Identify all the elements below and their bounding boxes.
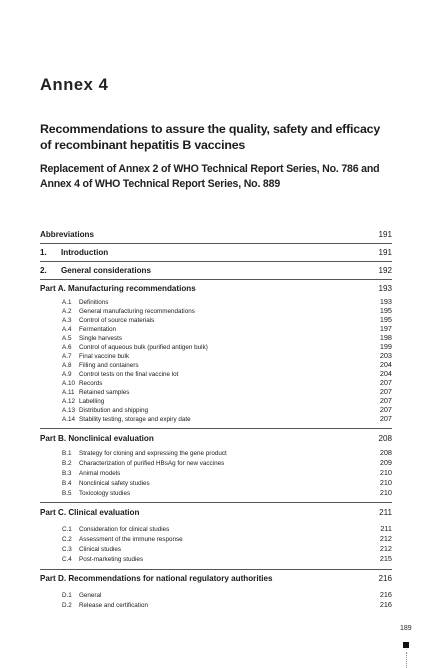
toc-code: A.1 xyxy=(62,299,72,306)
toc-title: Single harvests xyxy=(79,335,123,342)
toc-title: Definitions xyxy=(79,299,109,306)
toc-page: 191 xyxy=(378,248,392,257)
toc-part-b[interactable] xyxy=(40,434,392,443)
toc-code: A.11 xyxy=(62,389,75,396)
toc-subitem[interactable] xyxy=(40,488,392,497)
toc-code: A.8 xyxy=(62,362,72,369)
toc-code: A.3 xyxy=(62,317,72,324)
toc-page: 208 xyxy=(378,434,392,443)
toc-page: 208 xyxy=(379,448,392,457)
toc-code: A.4 xyxy=(62,326,72,333)
toc-label xyxy=(40,380,102,387)
toc-title: Control tests on the final vaccine lot xyxy=(79,371,179,378)
toc-subitem[interactable] xyxy=(40,315,392,324)
toc-page: 207 xyxy=(379,378,392,387)
toc-label xyxy=(40,335,122,342)
toc-subitem[interactable] xyxy=(40,478,392,487)
toc-code: B.2 xyxy=(62,460,72,467)
toc-label xyxy=(40,299,108,306)
toc-code: D.1 xyxy=(62,592,72,599)
toc-title: Release and certification xyxy=(79,602,148,609)
toc-subitem[interactable] xyxy=(40,554,392,563)
toc-label xyxy=(40,398,104,405)
toc-title: Assessment of the immune response xyxy=(79,536,183,543)
divider xyxy=(40,428,392,429)
toc-page: 212 xyxy=(379,544,392,553)
toc-label xyxy=(40,326,116,333)
toc-part-c[interactable] xyxy=(40,508,392,517)
toc-title: Distribution and shipping xyxy=(79,407,148,414)
toc-label xyxy=(40,353,129,360)
toc-title: Labelling xyxy=(79,398,105,405)
toc-code: A.9 xyxy=(62,371,72,378)
toc-page: 211 xyxy=(379,508,392,517)
toc-page: 211 xyxy=(380,524,392,533)
toc-label xyxy=(40,308,195,315)
toc-page: 193 xyxy=(378,284,392,293)
page-number: 189 xyxy=(400,625,412,632)
toc-subitem[interactable] xyxy=(40,600,392,609)
toc-subitem[interactable] xyxy=(40,333,392,342)
toc-code: D.2 xyxy=(62,602,72,609)
toc-subitem[interactable] xyxy=(40,405,392,414)
toc-subitem[interactable] xyxy=(40,351,392,360)
toc-page: 207 xyxy=(379,387,392,396)
toc-page: 193 xyxy=(379,297,392,306)
toc-title: Records xyxy=(79,380,103,387)
toc-code: C.4 xyxy=(62,556,72,563)
toc-title: Final vaccine bulk xyxy=(79,353,130,360)
toc-number: 1. xyxy=(40,248,47,257)
toc-subitem[interactable] xyxy=(40,534,392,543)
toc-page: 203 xyxy=(379,351,392,360)
toc-subitem[interactable] xyxy=(40,458,392,467)
toc-abbreviations[interactable] xyxy=(40,230,392,239)
toc-number: 2. xyxy=(40,266,47,275)
toc-code: A.7 xyxy=(62,353,72,360)
toc-code: A.12 xyxy=(62,398,75,405)
toc-label: Part C. Clinical evaluation xyxy=(40,508,140,517)
toc-label xyxy=(40,526,169,533)
divider xyxy=(40,261,392,262)
toc-title: Control of aqueous bulk (purified antigen bulk) xyxy=(79,344,208,351)
annex-heading: Annex 4 xyxy=(40,76,109,94)
toc-code: B.5 xyxy=(62,490,72,497)
toc-subitem[interactable] xyxy=(40,448,392,457)
toc-title: Strategy for cloning and expressing the gene product xyxy=(79,450,227,457)
toc-code: A.6 xyxy=(62,344,72,351)
document-subtitle: Replacement of Annex 2 of WHO Technical Report Series, No. 786 and Annex 4 of WHO Technical Report Series, No. 889 xyxy=(40,163,380,190)
toc-title: General xyxy=(79,592,102,599)
toc-page: 204 xyxy=(379,360,392,369)
toc-subitem[interactable] xyxy=(40,414,392,423)
toc-label: Part D. Recommendations for national regulatory authorities xyxy=(40,574,273,583)
toc-code: A.13 xyxy=(62,407,75,414)
toc-title: Toxicology studies xyxy=(79,490,131,497)
toc-subitem[interactable] xyxy=(40,360,392,369)
table-of-contents xyxy=(40,0,392,668)
toc-subitem[interactable] xyxy=(40,306,392,315)
page-marker-icon xyxy=(403,642,409,648)
toc-label xyxy=(40,536,183,543)
toc-label: Part B. Nonclinical evaluation xyxy=(40,434,154,443)
toc-introduction[interactable] xyxy=(40,248,392,257)
toc-page: 207 xyxy=(379,405,392,414)
divider xyxy=(40,569,392,570)
toc-code: C.3 xyxy=(62,546,72,553)
toc-title: Consideration for clinical studies xyxy=(79,526,170,533)
toc-label: Part A. Manufacturing recommendations xyxy=(40,284,196,293)
toc-title: Clinical studies xyxy=(79,546,121,553)
toc-label xyxy=(40,416,191,423)
toc-page: 195 xyxy=(379,306,392,315)
toc-page: 215 xyxy=(379,554,392,563)
toc-page: 207 xyxy=(379,414,392,423)
toc-title: General considerations xyxy=(61,266,151,275)
toc-part-d[interactable] xyxy=(40,574,392,583)
toc-page: 212 xyxy=(379,534,392,543)
toc-label xyxy=(40,490,130,497)
toc-page: 192 xyxy=(378,266,392,275)
toc-page: 197 xyxy=(379,324,392,333)
toc-code: A.10 xyxy=(62,380,75,387)
document-title: Recommendations to assure the quality, safety and efficacy of recombinant hepatitis B vaccines xyxy=(40,122,381,152)
toc-page: 210 xyxy=(379,488,392,497)
toc-code: A.2 xyxy=(62,308,72,315)
toc-label xyxy=(40,592,101,599)
toc-subitem[interactable] xyxy=(40,378,392,387)
toc-subitem[interactable] xyxy=(40,524,392,533)
toc-page: 195 xyxy=(379,315,392,324)
toc-title: Stability testing, storage and expiry date xyxy=(79,416,191,423)
divider xyxy=(40,279,392,280)
toc-part-a[interactable] xyxy=(40,284,392,293)
toc-title: Fermentation xyxy=(79,326,117,333)
toc-label xyxy=(40,362,139,369)
toc-subitem[interactable] xyxy=(40,590,392,599)
toc-label xyxy=(40,344,208,351)
toc-subitem[interactable] xyxy=(40,342,392,351)
toc-code: B.4 xyxy=(62,480,72,487)
toc-label xyxy=(40,248,108,257)
divider xyxy=(40,243,392,244)
toc-label xyxy=(40,450,227,457)
toc-title: Control of source materials xyxy=(79,317,155,324)
toc-label xyxy=(40,407,148,414)
toc-page: 216 xyxy=(379,600,392,609)
toc-page: 191 xyxy=(378,230,392,239)
toc-general-considerations[interactable] xyxy=(40,266,392,275)
toc-page: 216 xyxy=(378,574,392,583)
toc-subitem[interactable] xyxy=(40,324,392,333)
toc-page: 209 xyxy=(379,458,392,467)
toc-title: Post-marketing studies xyxy=(79,556,144,563)
toc-label xyxy=(40,389,129,396)
toc-label xyxy=(40,470,120,477)
divider xyxy=(40,502,392,503)
toc-title: Characterization of purified HBsAg for new vaccines xyxy=(79,460,225,467)
toc-title: Animal models xyxy=(79,470,121,477)
toc-label xyxy=(40,602,148,609)
toc-code: B.3 xyxy=(62,470,72,477)
toc-label xyxy=(40,317,154,324)
toc-label xyxy=(40,556,143,563)
dotted-rule xyxy=(406,652,407,668)
toc-subitem[interactable] xyxy=(40,387,392,396)
toc-subitem[interactable] xyxy=(40,468,392,477)
toc-label xyxy=(40,480,150,487)
toc-page: 216 xyxy=(379,590,392,599)
toc-label: Abbreviations xyxy=(40,230,94,239)
toc-title: Nonclinical safety studies xyxy=(79,480,150,487)
toc-code: A.14 xyxy=(62,416,75,423)
toc-title: Introduction xyxy=(61,248,109,257)
toc-code: A.5 xyxy=(62,335,72,342)
toc-page: 210 xyxy=(379,478,392,487)
toc-title: General manufacturing recommendations xyxy=(79,308,195,315)
toc-title: Retained samples xyxy=(79,389,130,396)
toc-page: 199 xyxy=(379,342,392,351)
toc-page: 207 xyxy=(379,396,392,405)
toc-page: 198 xyxy=(379,333,392,342)
toc-page: 204 xyxy=(379,369,392,378)
toc-label xyxy=(40,371,178,378)
toc-subitem[interactable] xyxy=(40,297,392,306)
toc-subitem[interactable] xyxy=(40,544,392,553)
toc-page: 210 xyxy=(379,468,392,477)
toc-label xyxy=(40,546,121,553)
toc-code: C.2 xyxy=(62,536,72,543)
toc-label xyxy=(40,266,151,275)
toc-code: C.1 xyxy=(62,526,72,533)
toc-label xyxy=(40,460,224,467)
toc-subitem[interactable] xyxy=(40,396,392,405)
toc-title: Filling and containers xyxy=(79,362,139,369)
toc-code: B.1 xyxy=(62,450,72,457)
toc-subitem[interactable] xyxy=(40,369,392,378)
